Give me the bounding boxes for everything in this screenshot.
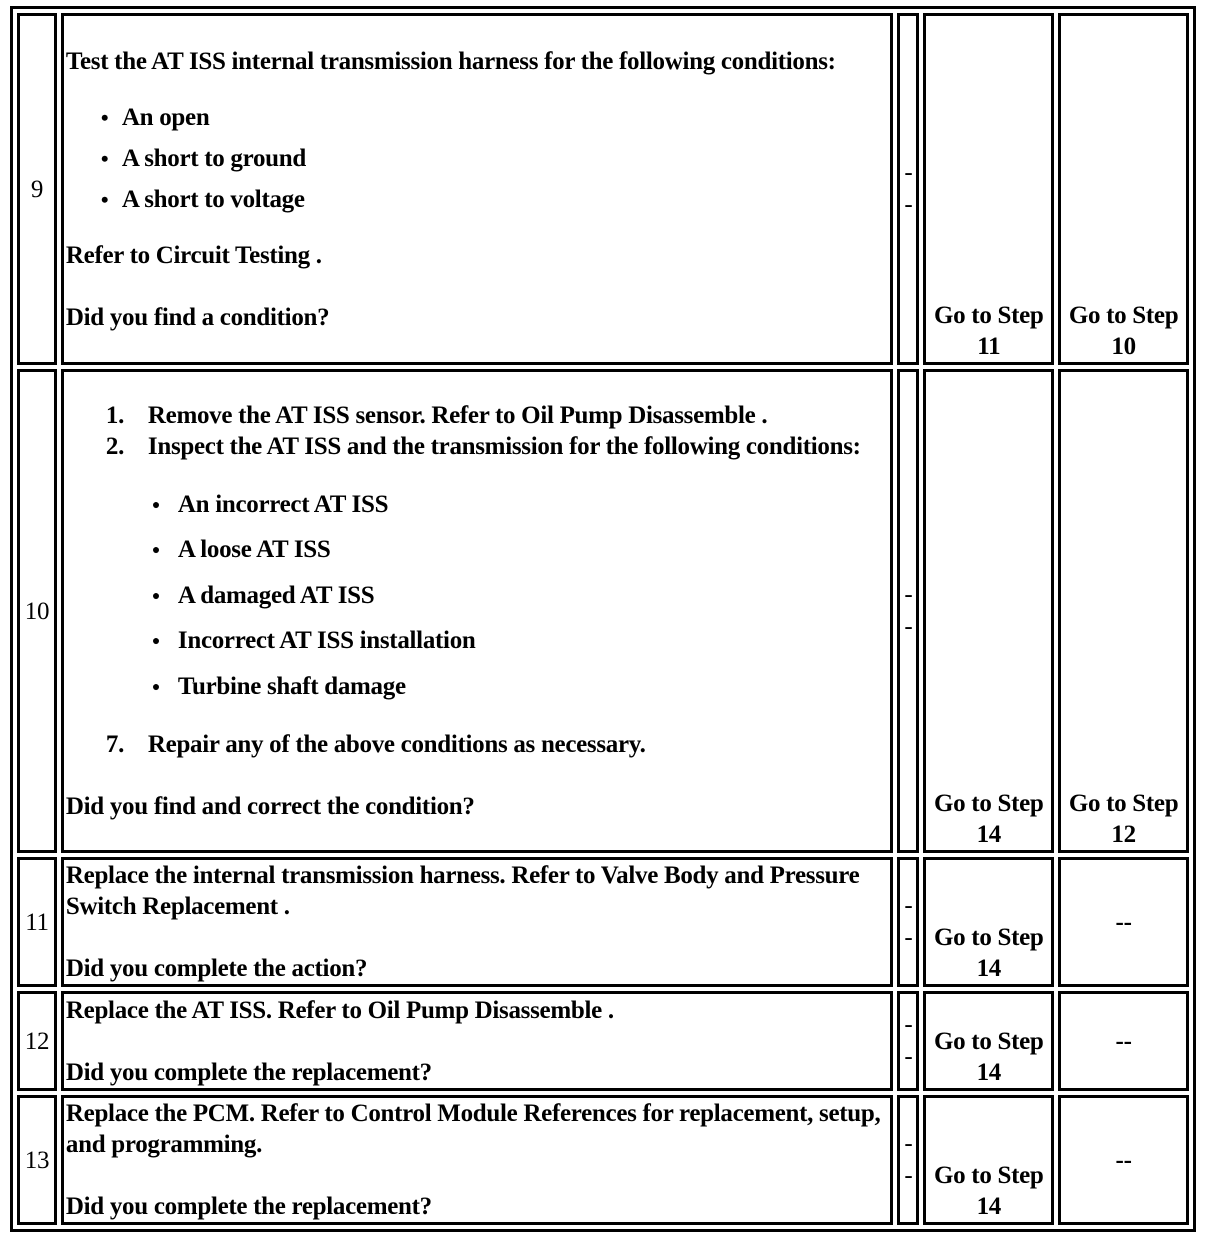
item-number: 2. — [105, 432, 125, 460]
no-link-cell[interactable] — [1058, 369, 1189, 853]
yes-link-cell[interactable] — [923, 13, 1054, 365]
no-cell — [1058, 1095, 1189, 1225]
table-row-step-9 — [17, 13, 1189, 365]
list-item: ● A loose AT ISS — [178, 527, 889, 573]
list-item: ● A damaged AT ISS — [178, 573, 889, 619]
diagnostic-table-wrapper — [10, 6, 1196, 1232]
step-action — [61, 13, 894, 365]
action-text[interactable]: Replace the AT ISS. Refer to Oil Pump Disassemble . — [65, 996, 614, 1024]
yes-link[interactable]: Go to Step 14 — [934, 1162, 1044, 1220]
step-question: Did you complete the replacement? — [65, 1193, 432, 1220]
value-text: -- — [904, 581, 913, 640]
yes-link[interactable]: Go to Step 14 — [934, 924, 1044, 982]
value-text: -- — [904, 1011, 913, 1070]
step-number: 9 — [17, 13, 57, 365]
step-action — [61, 857, 894, 987]
yes-link-cell[interactable] — [923, 1095, 1054, 1225]
list-item: • An open — [122, 97, 889, 138]
yes-link-cell[interactable] — [923, 369, 1054, 853]
step-number: 12 — [17, 991, 57, 1091]
no-text: -- — [1115, 1146, 1132, 1174]
table-row-step-12 — [17, 991, 1189, 1091]
no-link[interactable]: Go to Step 10 — [1068, 302, 1179, 360]
diagnostic-steps-table — [10, 6, 1196, 1232]
no-cell — [1058, 991, 1189, 1091]
yes-link-cell[interactable] — [923, 991, 1054, 1091]
no-cell — [1058, 857, 1189, 987]
step-number: 10 — [17, 369, 57, 853]
item-number: 1. — [105, 401, 125, 429]
yes-link[interactable]: Go to Step 14 — [934, 1028, 1044, 1086]
action-text[interactable]: Replace the PCM. Refer to Control Module References for replacement, setup, and programming. — [65, 1100, 881, 1158]
list-item: • A short to ground — [122, 138, 889, 179]
yes-link[interactable]: Go to Step 14 — [934, 790, 1044, 848]
step-question: Did you complete the action? — [65, 955, 368, 982]
value-text: -- — [904, 159, 913, 218]
value-cell — [897, 369, 919, 853]
table-row-step-13 — [17, 1095, 1189, 1225]
value-text: -- — [904, 892, 913, 951]
step-question: Did you find and correct the condition? — [65, 793, 475, 821]
step-number: 13 — [17, 1095, 57, 1225]
value-cell — [897, 13, 919, 365]
list-item: ● Incorrect AT ISS installation — [178, 618, 889, 664]
value-cell — [897, 991, 919, 1091]
list-item — [66, 400, 889, 431]
no-link[interactable]: Go to Step 12 — [1068, 790, 1179, 848]
step-action — [61, 369, 894, 853]
list-item: ● An incorrect AT ISS — [178, 482, 889, 528]
list-item: ● Turbine shaft damage — [178, 664, 889, 710]
action-intro: Test the AT ISS internal transmission harness for the following conditions: — [65, 47, 836, 75]
no-link-cell[interactable] — [1058, 13, 1189, 365]
table-row-step-10 — [17, 369, 1189, 853]
value-text: -- — [904, 1130, 913, 1189]
value-cell — [897, 857, 919, 987]
no-text: -- — [1115, 908, 1132, 936]
yes-link-cell[interactable] — [923, 857, 1054, 987]
list-item — [66, 431, 889, 462]
step-action — [61, 1095, 894, 1225]
step-question: Did you complete the replacement? — [65, 1058, 432, 1086]
list-item: • A short to voltage — [122, 179, 889, 220]
no-text: -- — [1115, 1027, 1132, 1055]
step-action — [61, 991, 894, 1091]
value-cell — [897, 1095, 919, 1225]
condition-list — [66, 482, 889, 710]
item-text[interactable]: Remove the AT ISS sensor. Refer to Oil Pump Disassemble . — [147, 401, 768, 429]
step-number: 11 — [17, 857, 57, 987]
step-question: Did you find a condition? — [65, 303, 330, 331]
yes-link[interactable]: Go to Step 11 — [934, 302, 1044, 360]
condition-list — [66, 97, 889, 220]
item-number: 7. — [105, 731, 125, 759]
refer-link[interactable]: Refer to Circuit Testing . — [65, 241, 322, 269]
list-item — [66, 729, 889, 760]
item-text: Inspect the AT ISS and the transmission for the following conditions: — [147, 432, 861, 460]
item-text: Repair any of the above conditions as necessary. — [147, 731, 646, 759]
table-row-step-11 — [17, 857, 1189, 987]
action-text[interactable]: Replace the internal transmission harness. Refer to Valve Body and Pressure Switch Replacement . — [65, 862, 860, 920]
